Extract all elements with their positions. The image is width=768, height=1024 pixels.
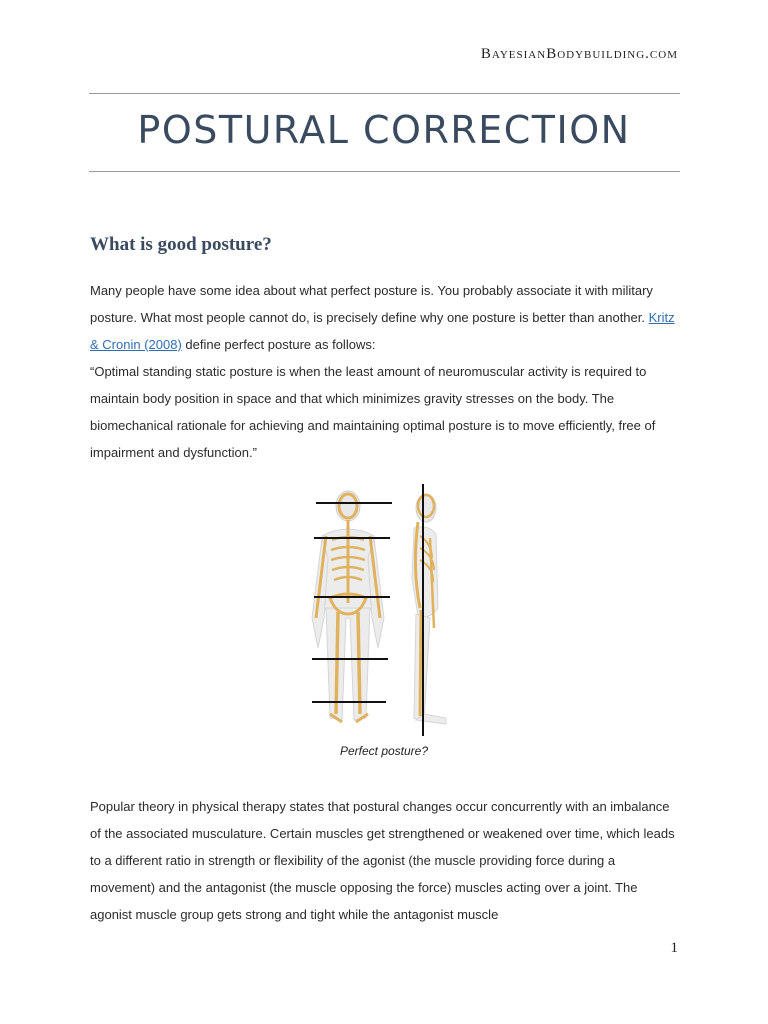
page-number: 1	[670, 940, 678, 956]
header-rule	[89, 93, 680, 94]
page-title: POSTURAL CORRECTION	[137, 108, 631, 152]
figure-caption: Perfect posture?	[339, 744, 429, 758]
side-skeleton	[412, 494, 446, 724]
kritz-cronin-link[interactable]: Kritz & Cronin (2008)	[90, 310, 675, 352]
intro-text-end: define perfect posture as follows:	[181, 337, 376, 352]
intro-paragraph	[90, 277, 682, 358]
definition-quote: “Optimal standing static posture is when the least amount of neuromuscular activity is required to maintain body position in space and that which minimizes gravity stresses on the body. The biomechanical rationale for achieving and maintaining optimal posture is to move efficiently, free of impairment and dysfunction.”	[90, 364, 656, 460]
front-skeleton	[312, 491, 384, 722]
skeleton-illustration	[300, 478, 470, 740]
site-header: BayesianBodybuilding.com	[480, 46, 678, 62]
section-heading: What is good posture?	[90, 234, 272, 255]
title-rule	[89, 171, 680, 172]
intro-text: Many people have some idea about what perfect posture is. You probably associate it with military posture. What most people cannot do, is precisely define why one posture is better than another.	[90, 283, 653, 325]
theory-paragraph: Popular theory in physical therapy states that postural changes occur concurrently with an imbalance of the associated musculature. Certain muscles get strengthened or weakened over time, which leads to a different ratio in strength or flexibility of the agonist (the muscle providing force during a movement) and the antagonist (the muscle opposing the force) muscles acting over a joint. The agonist muscle group gets strong and tight while the antagonist muscle	[90, 799, 675, 922]
posture-figure	[300, 478, 470, 740]
